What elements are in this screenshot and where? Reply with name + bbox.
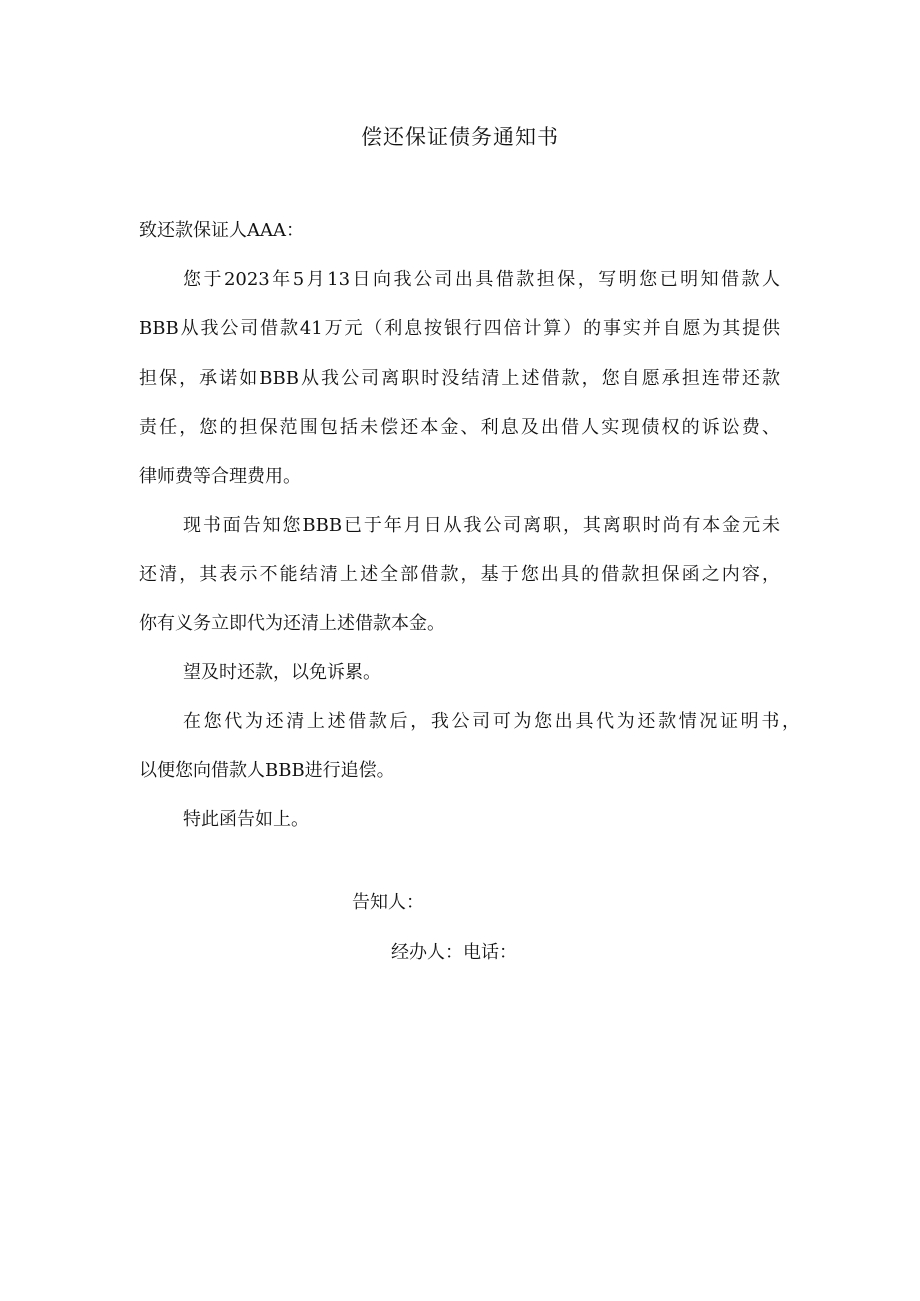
handler-phone-label: 经办人：电话： bbox=[391, 942, 517, 963]
paragraph-5: 特此函告如上。 bbox=[183, 809, 309, 830]
paragraph-4-line-2: 以便您向借款人BBB进行追偿。 bbox=[139, 760, 395, 781]
document-title: 偿还保证债务通知书 bbox=[361, 125, 559, 149]
paragraph-2-line-3: 你有义务立即代为还清上述借款本金。 bbox=[139, 613, 445, 634]
paragraph-1-line-1: 您于2023年5月13日向我公司出具借款担保，写明您已明知借款人 bbox=[183, 269, 780, 290]
paragraph-1-line-2: BBB从我公司借款41万元（利息按银行四倍计算）的事实并自愿为其提供 bbox=[139, 318, 780, 339]
paragraph-1-line-4: 责任，您的担保范围包括未偿还本金、利息及出借人实现债权的诉讼费、 bbox=[139, 417, 780, 438]
paragraph-3: 望及时还款，以免诉累。 bbox=[183, 662, 381, 683]
paragraph-4-line-1: 在您代为还清上述借款后，我公司可为您出具代为还款情况证明书， bbox=[183, 711, 800, 732]
paragraph-1-line-5: 律师费等合理费用。 bbox=[139, 466, 301, 487]
paragraph-2-line-1: 现书面告知您BBB已于年月日从我公司离职，其离职时尚有本金元未 bbox=[183, 515, 780, 536]
salutation: 致还款保证人AAA： bbox=[139, 220, 304, 241]
paragraph-2-line-2: 还清，其表示不能结清上述全部借款，基于您出具的借款担保函之内容， bbox=[139, 564, 780, 585]
paragraph-1-line-3: 担保，承诺如BBB从我公司离职时没结清上述借款，您自愿承担连带还款 bbox=[139, 368, 780, 389]
notifier-label: 告知人： bbox=[352, 892, 424, 913]
